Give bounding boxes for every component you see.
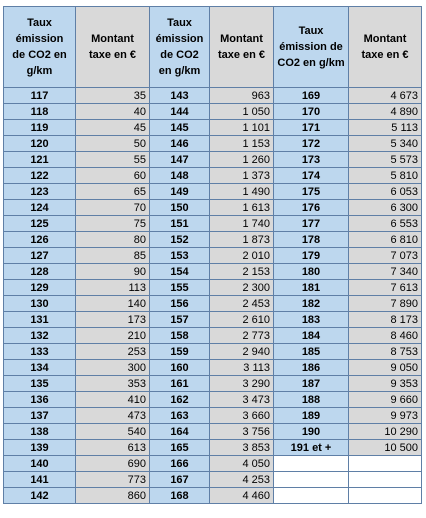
table-row: [4, 248, 422, 264]
co2-rate-cell: 156: [150, 296, 210, 312]
tax-amount-cell: 85: [76, 248, 150, 264]
co2-rate-cell: 135: [4, 376, 76, 392]
table-row: [4, 152, 422, 168]
tax-amount-cell: 773: [76, 472, 150, 488]
tax-amount-cell: 80: [76, 232, 150, 248]
table-row: [4, 392, 422, 408]
tax-amount-cell: 860: [76, 488, 150, 504]
tax-amount-cell: 1 260: [210, 152, 274, 168]
tax-amount-cell: 4 253: [210, 472, 274, 488]
co2-rate-cell: 136: [4, 392, 76, 408]
co2-rate-cell: 178: [274, 232, 349, 248]
co2-rate-cell: 179: [274, 248, 349, 264]
tax-amount-cell: 1 101: [210, 120, 274, 136]
co2-rate-cell: 191 et +: [274, 440, 349, 456]
co2-rate-cell: 142: [4, 488, 76, 504]
tax-amount-cell: 10 500: [349, 440, 422, 456]
tax-amount-cell: 300: [76, 360, 150, 376]
tax-amount-cell: 5 340: [349, 136, 422, 152]
tax-amount-cell: 2 153: [210, 264, 274, 280]
table-row: [4, 488, 422, 504]
co2-rate-cell: 173: [274, 152, 349, 168]
tax-amount-cell: 2 610: [210, 312, 274, 328]
tax-amount-cell: 40: [76, 104, 150, 120]
co2-rate-cell: 157: [150, 312, 210, 328]
tax-amount-cell: 6 810: [349, 232, 422, 248]
tax-amount-cell: 2 300: [210, 280, 274, 296]
co2-rate-cell: 148: [150, 168, 210, 184]
co2-rate-cell: 163: [150, 408, 210, 424]
header-tax-amount-1: Montant taxe en €: [76, 7, 150, 88]
tax-amount-cell: 5 573: [349, 152, 422, 168]
co2-rate-cell: 184: [274, 328, 349, 344]
header-tax-amount-2: Montant taxe en €: [210, 7, 274, 88]
tax-amount-cell: 2 453: [210, 296, 274, 312]
co2-rate-cell: 167: [150, 472, 210, 488]
co2-rate-cell: 183: [274, 312, 349, 328]
co2-rate-cell: 118: [4, 104, 76, 120]
co2-rate-cell: 188: [274, 392, 349, 408]
tax-amount-cell: 210: [76, 328, 150, 344]
co2-tax-table: [3, 6, 422, 504]
co2-rate-cell: 190: [274, 424, 349, 440]
co2-rate-cell: 181: [274, 280, 349, 296]
header-tax-amount-3: Montant taxe en €: [349, 7, 422, 88]
tax-amount-cell: 7 890: [349, 296, 422, 312]
tax-amount-cell: 4 460: [210, 488, 274, 504]
table-row: [4, 296, 422, 312]
table-row: [4, 456, 422, 472]
co2-rate-cell: 150: [150, 200, 210, 216]
co2-rate-cell: 154: [150, 264, 210, 280]
tax-amount-cell: 45: [76, 120, 150, 136]
header-co2-rate-2: Taux émission de CO2 en g/km: [150, 7, 210, 88]
co2-rate-cell: 119: [4, 120, 76, 136]
table-row: [4, 280, 422, 296]
table-row: [4, 232, 422, 248]
co2-rate-cell: 123: [4, 184, 76, 200]
tax-amount-cell: 3 756: [210, 424, 274, 440]
tax-amount-cell: 4 050: [210, 456, 274, 472]
tax-amount-cell: 2 940: [210, 344, 274, 360]
co2-rate-cell: 180: [274, 264, 349, 280]
co2-rate-cell: 151: [150, 216, 210, 232]
table-row: [4, 200, 422, 216]
table-body: [4, 88, 422, 504]
empty-cell: [274, 488, 349, 504]
table-row: [4, 376, 422, 392]
tax-amount-cell: 70: [76, 200, 150, 216]
table-row: [4, 184, 422, 200]
tax-amount-cell: 1 613: [210, 200, 274, 216]
co2-rate-cell: 174: [274, 168, 349, 184]
table-row: [4, 88, 422, 104]
tax-amount-cell: 55: [76, 152, 150, 168]
header-row: [4, 7, 422, 88]
co2-rate-cell: 134: [4, 360, 76, 376]
tax-amount-cell: 473: [76, 408, 150, 424]
table-row: [4, 264, 422, 280]
co2-rate-cell: 138: [4, 424, 76, 440]
tax-amount-cell: 173: [76, 312, 150, 328]
co2-rate-cell: 149: [150, 184, 210, 200]
co2-rate-cell: 125: [4, 216, 76, 232]
tax-amount-cell: 8 460: [349, 328, 422, 344]
header-co2-rate-1: Taux émission de CO2 en g/km: [4, 7, 76, 88]
tax-amount-cell: 8 173: [349, 312, 422, 328]
co2-rate-cell: 140: [4, 456, 76, 472]
co2-rate-cell: 117: [4, 88, 76, 104]
tax-amount-cell: 1 873: [210, 232, 274, 248]
co2-rate-cell: 177: [274, 216, 349, 232]
co2-rate-cell: 161: [150, 376, 210, 392]
table-row: [4, 440, 422, 456]
co2-rate-cell: 120: [4, 136, 76, 152]
tax-amount-cell: 7 613: [349, 280, 422, 296]
tax-amount-cell: 60: [76, 168, 150, 184]
co2-rate-cell: 132: [4, 328, 76, 344]
table-row: [4, 328, 422, 344]
co2-rate-cell: 153: [150, 248, 210, 264]
tax-amount-cell: 3 113: [210, 360, 274, 376]
tax-amount-cell: 1 740: [210, 216, 274, 232]
co2-rate-cell: 168: [150, 488, 210, 504]
table-row: [4, 136, 422, 152]
table-row: [4, 424, 422, 440]
tax-amount-cell: 140: [76, 296, 150, 312]
tax-amount-cell: 9 353: [349, 376, 422, 392]
tax-amount-cell: 3 473: [210, 392, 274, 408]
table-row: [4, 216, 422, 232]
tax-amount-cell: 1 373: [210, 168, 274, 184]
co2-rate-cell: 162: [150, 392, 210, 408]
tax-amount-cell: 7 073: [349, 248, 422, 264]
co2-rate-cell: 128: [4, 264, 76, 280]
tax-amount-cell: 10 290: [349, 424, 422, 440]
co2-rate-cell: 141: [4, 472, 76, 488]
co2-rate-cell: 144: [150, 104, 210, 120]
table-row: [4, 312, 422, 328]
table-row: [4, 168, 422, 184]
co2-rate-cell: 127: [4, 248, 76, 264]
tax-amount-cell: 6 053: [349, 184, 422, 200]
tax-amount-cell: 5 810: [349, 168, 422, 184]
co2-rate-cell: 189: [274, 408, 349, 424]
co2-rate-cell: 165: [150, 440, 210, 456]
tax-amount-cell: 1 153: [210, 136, 274, 152]
tax-amount-cell: 253: [76, 344, 150, 360]
tax-amount-cell: 113: [76, 280, 150, 296]
co2-rate-cell: 130: [4, 296, 76, 312]
co2-rate-cell: 176: [274, 200, 349, 216]
tax-amount-cell: 3 853: [210, 440, 274, 456]
tax-amount-cell: 963: [210, 88, 274, 104]
tax-amount-cell: 410: [76, 392, 150, 408]
tax-amount-cell: 6 300: [349, 200, 422, 216]
table-row: [4, 360, 422, 376]
tax-amount-cell: 4 673: [349, 88, 422, 104]
tax-amount-cell: 90: [76, 264, 150, 280]
header-co2-rate-3: Taux émission de CO2 en g/km: [274, 7, 349, 88]
co2-rate-cell: 185: [274, 344, 349, 360]
co2-rate-cell: 139: [4, 440, 76, 456]
co2-rate-cell: 158: [150, 328, 210, 344]
co2-rate-cell: 171: [274, 120, 349, 136]
tax-amount-cell: 9 660: [349, 392, 422, 408]
tax-amount-cell: 690: [76, 456, 150, 472]
table-row: [4, 120, 422, 136]
co2-rate-cell: 175: [274, 184, 349, 200]
co2-rate-cell: 172: [274, 136, 349, 152]
tax-amount-cell: 540: [76, 424, 150, 440]
co2-rate-cell: 155: [150, 280, 210, 296]
tax-amount-cell: 9 973: [349, 408, 422, 424]
tax-amount-cell: 1 490: [210, 184, 274, 200]
co2-rate-cell: 164: [150, 424, 210, 440]
co2-rate-cell: 146: [150, 136, 210, 152]
empty-cell: [349, 472, 422, 488]
co2-rate-cell: 166: [150, 456, 210, 472]
co2-rate-cell: 187: [274, 376, 349, 392]
tax-amount-cell: 7 340: [349, 264, 422, 280]
co2-rate-cell: 145: [150, 120, 210, 136]
tax-amount-cell: 2 773: [210, 328, 274, 344]
co2-rate-cell: 170: [274, 104, 349, 120]
co2-rate-cell: 159: [150, 344, 210, 360]
table-row: [4, 472, 422, 488]
table-row: [4, 408, 422, 424]
empty-cell: [349, 488, 422, 504]
co2-rate-cell: 169: [274, 88, 349, 104]
empty-cell: [274, 456, 349, 472]
tax-amount-cell: 5 113: [349, 120, 422, 136]
table-row: [4, 344, 422, 360]
co2-rate-cell: 124: [4, 200, 76, 216]
co2-rate-cell: 129: [4, 280, 76, 296]
tax-amount-cell: 613: [76, 440, 150, 456]
tax-amount-cell: 3 290: [210, 376, 274, 392]
empty-cell: [274, 472, 349, 488]
tax-amount-cell: 3 660: [210, 408, 274, 424]
tax-amount-cell: 50: [76, 136, 150, 152]
co2-rate-cell: 121: [4, 152, 76, 168]
co2-rate-cell: 126: [4, 232, 76, 248]
tax-amount-cell: 75: [76, 216, 150, 232]
tax-amount-cell: 4 890: [349, 104, 422, 120]
empty-cell: [349, 456, 422, 472]
co2-rate-cell: 160: [150, 360, 210, 376]
co2-rate-cell: 137: [4, 408, 76, 424]
tax-amount-cell: 2 010: [210, 248, 274, 264]
co2-rate-cell: 143: [150, 88, 210, 104]
tax-amount-cell: 8 753: [349, 344, 422, 360]
co2-rate-cell: 122: [4, 168, 76, 184]
tax-amount-cell: 353: [76, 376, 150, 392]
tax-amount-cell: 65: [76, 184, 150, 200]
table-row: [4, 104, 422, 120]
co2-rate-cell: 182: [274, 296, 349, 312]
co2-rate-cell: 133: [4, 344, 76, 360]
tax-amount-cell: 1 050: [210, 104, 274, 120]
tax-amount-cell: 6 553: [349, 216, 422, 232]
tax-amount-cell: 9 050: [349, 360, 422, 376]
co2-rate-cell: 147: [150, 152, 210, 168]
co2-rate-cell: 186: [274, 360, 349, 376]
co2-rate-cell: 131: [4, 312, 76, 328]
co2-rate-cell: 152: [150, 232, 210, 248]
tax-amount-cell: 35: [76, 88, 150, 104]
